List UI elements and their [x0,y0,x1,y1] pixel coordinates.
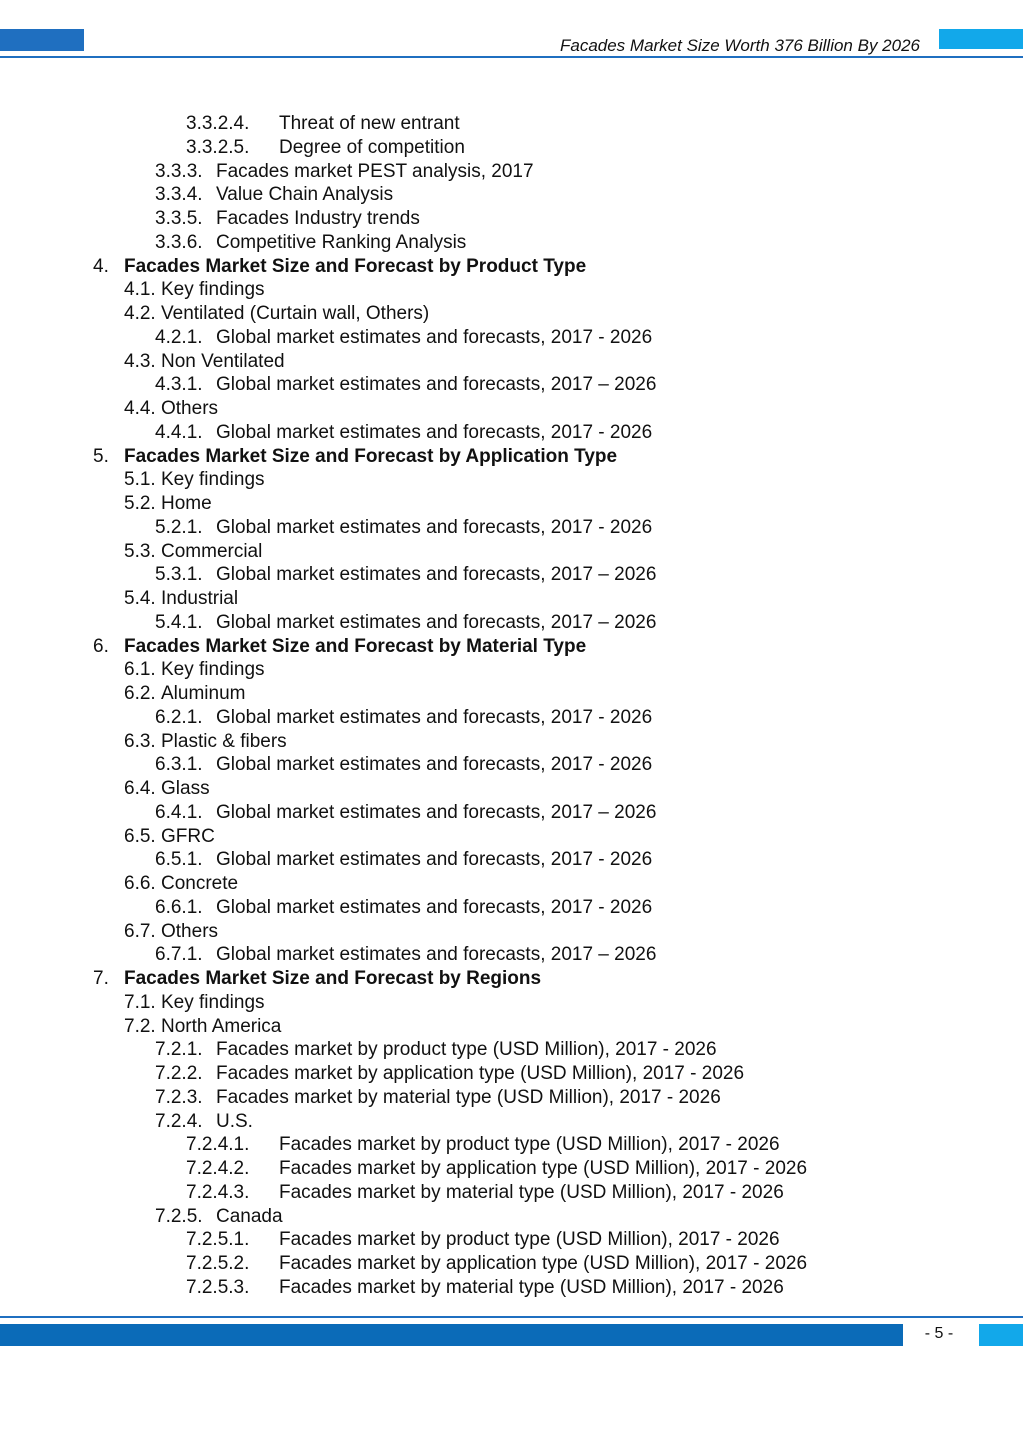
toc-entry-number: 4.3.1. [155,374,203,396]
toc-entry-title: Facades Market Size and Forecast by Product Type [124,255,587,277]
toc-entry-number: 7.2.3. [155,1086,203,1108]
toc-entry-number: 4.3. [124,350,156,372]
toc-entry-title: Facades Market Size and Forecast by Application Type [124,445,618,467]
toc-entry-title: Others [161,920,219,942]
toc-entry-title: Ventilated (Curtain wall, Others) [161,303,430,324]
toc-entry-title: Global market estimates and forecasts, 2017 – 2026 [216,374,657,396]
toc-entry-number: 6.7. [124,920,156,942]
toc-entry-number: 3.3.2.4. [186,113,250,134]
toc-entry-title: Global market estimates and forecasts, 2017 - 2026 [216,326,653,348]
toc-entry-title: Key findings [161,469,265,491]
toc-entry-title: Value Chain Analysis [216,184,394,206]
toc-entry-number: 7.2.5. [155,1205,203,1227]
header-accent-left [0,29,84,51]
toc-entry-number: 6.4.1. [155,801,203,823]
toc-entry-title: Non Ventilated [161,350,285,372]
toc-entry-title: Global market estimates and forecasts, 2017 - 2026 [216,896,653,918]
toc-entry-number: 7. [93,968,109,989]
toc-entry-number: 3.3.3. [155,160,203,182]
toc-entry-title: Global market estimates and forecasts, 2017 – 2026 [216,801,657,823]
toc-entry-title: Facades Market Size and Forecast by Material Type [124,635,587,657]
toc-entry-title: Global market estimates and forecasts, 2017 – 2026 [216,611,657,633]
toc-entry-title: Others [161,398,219,419]
toc-entry-number: 7.2.4.1. [186,1134,250,1156]
toc-entry-title: Concrete [161,873,239,894]
toc-entry-number: 7.2.4.3. [186,1181,250,1203]
toc-entry-number: 3.3.4. [155,184,203,206]
toc-entry-number: 6. [93,635,109,657]
toc-entry-title: Commercial [161,540,263,562]
toc-entry-title: Facades market by material type (USD Million), 2017 - 2026 [279,1276,784,1298]
toc-entry-number: 6.6. [124,873,156,894]
toc-entry-title: GFRC [161,825,215,847]
footer-accent-right [979,1324,1023,1346]
toc-entry-number: 7.2. [124,1015,156,1037]
toc-entry-title: Glass [161,778,210,799]
toc-entry-number: 7.1. [124,991,156,1013]
toc-entry-number: 7.2.5.3. [186,1276,250,1298]
toc-entry-number: 4.4. [124,398,156,419]
header-rule [0,56,1023,58]
toc-entry-title: Global market estimates and forecasts, 2017 - 2026 [216,706,653,728]
toc-entry-number: 5.2.1. [155,516,203,538]
toc-entry-number: 7.2.5.1. [186,1229,250,1251]
toc-entry-number: 4. [93,255,109,277]
toc-entry-number: 6.6.1. [155,896,203,918]
toc-entry-title: Global market estimates and forecasts, 2017 - 2026 [216,849,653,871]
header-title: Facades Market Size Worth 376 Billion By 2026 [559,36,920,55]
toc-entry-title: Global market estimates and forecasts, 2017 – 2026 [216,564,657,586]
toc-entry-title: North America [161,1015,282,1037]
toc-entry-number: 3.3.2.5. [186,136,250,158]
toc-entry-title: Plastic & fibers [161,730,287,752]
toc-entry-title: Global market estimates and forecasts, 2017 – 2026 [216,944,657,966]
toc-entry-title: Facades market by product type (USD Million), 2017 - 2026 [279,1134,780,1156]
toc-entry-number: 6.2.1. [155,706,203,728]
page-number: - 5 - [924,1325,954,1342]
toc-entry-title: Facades market PEST analysis, 2017 [216,160,534,182]
toc-entry-number: 4.2. [124,303,156,324]
toc-entry-title: Home [161,493,212,514]
toc-entry-title: Facades market by product type (USD Million), 2017 - 2026 [279,1229,780,1251]
header-accent-right [939,29,1023,49]
toc-entry-title: Key findings [161,659,265,681]
toc-entry-number: 5.3. [124,540,156,562]
footer-rule [0,1316,1023,1318]
toc-entry-title: Facades Market Size and Forecast by Regions [124,968,542,989]
toc-entry-number: 6.7.1. [155,944,203,966]
toc-entry-title: Degree of competition [279,136,465,158]
toc-entry-title: Aluminum [161,683,246,704]
toc-entry-title: Facades market by application type (USD Million), 2017 - 2026 [216,1063,745,1084]
toc-entry-title: Industrial [161,588,239,609]
toc-entry-number: 7.2.5.2. [186,1253,250,1274]
toc-entry-number: 6.3. [124,730,156,752]
toc-entry-number: 4.1. [124,279,156,301]
toc-entry-number: 6.1. [124,659,156,681]
toc-entry-title: Facades market by material type (USD Million), 2017 - 2026 [216,1086,721,1108]
toc-entry-title: Facades market by application type (USD Million), 2017 - 2026 [279,1158,808,1179]
toc-entry-title: U.S. [216,1110,253,1132]
toc-entry-number: 5. [93,445,109,467]
toc-entry-number: 7.2.4.2. [186,1158,250,1179]
toc-entry-title: Global market estimates and forecasts, 2017 - 2026 [216,754,653,776]
toc-entry-number: 6.4. [124,778,156,799]
toc-entry-number: 7.2.2. [155,1063,203,1084]
toc-entry-title: Facades market by application type (USD Million), 2017 - 2026 [279,1253,808,1274]
toc-entry-number: 6.2. [124,683,156,704]
toc-entry-title: Facades Industry trends [216,208,420,229]
toc-entry-number: 5.1. [124,469,156,491]
toc-entry-number: 4.4.1. [155,421,203,443]
toc-entry-number: 6.3.1. [155,754,203,776]
toc-entry-number: 7.2.1. [155,1039,203,1061]
toc-entry-number: 4.2.1. [155,326,203,348]
toc-entry-number: 5.4. [124,588,156,609]
toc-entry-number: 7.2.4. [155,1110,203,1132]
toc-entry-number: 5.2. [124,493,156,514]
toc-entry-title: Threat of new entrant [279,113,460,134]
toc-entry-number: 5.3.1. [155,564,203,586]
toc-entry-title: Competitive Ranking Analysis [216,231,467,253]
toc-entry-number: 3.3.6. [155,231,203,253]
toc-entry-title: Key findings [161,991,265,1013]
toc-entry-title: Facades market by material type (USD Million), 2017 - 2026 [279,1181,784,1203]
toc-entry-title: Canada [216,1205,283,1227]
toc-entry-title: Key findings [161,279,265,301]
toc-entry-title: Global market estimates and forecasts, 2017 - 2026 [216,421,653,443]
toc-entry-title: Global market estimates and forecasts, 2017 - 2026 [216,516,653,538]
toc-entry-number: 6.5. [124,825,156,847]
toc-entry-title: Facades market by product type (USD Million), 2017 - 2026 [216,1039,717,1061]
footer-bar [0,1324,903,1346]
toc-entry-number: 6.5.1. [155,849,203,871]
toc-entry-number: 3.3.5. [155,208,203,229]
toc-entry-number: 5.4.1. [155,611,203,633]
